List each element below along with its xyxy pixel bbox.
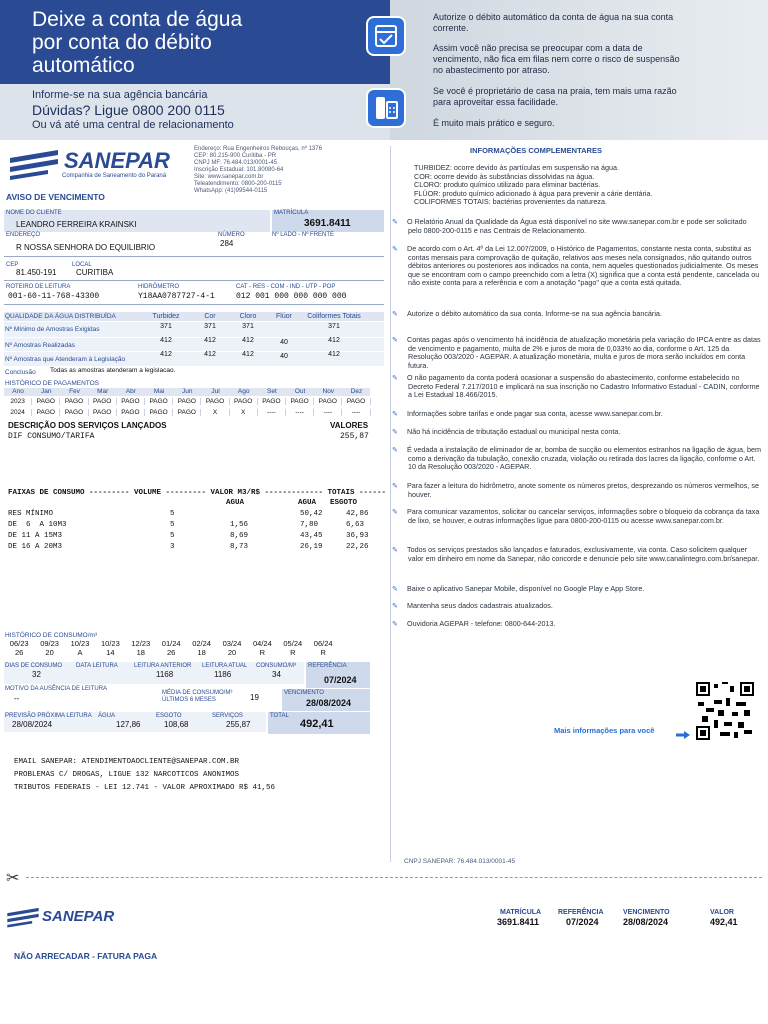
missing-reading-reason-label: MOTIVO DA AUSÊNCIA DE LEITURA [5, 686, 108, 692]
client-name-label: NOME DO CLIENTE [6, 210, 62, 216]
services-values-label: VALORES [330, 421, 369, 430]
services-title: DESCRIÇÃO DOS SERVIÇOS LANÇADOS [8, 421, 167, 430]
definition-line: CLORO: produto químico utilizado para eliminar bactérias. [414, 180, 601, 190]
missing-reading-reason-value: -- [14, 694, 20, 703]
info-bullet-text: É vedada a instalação de eliminador de ar, bomba de sucção ou elementos estranhos na ligação de água, bem como a derivação da tubulação, conexão cruzada, violação ou retirada dos lacres da ligação, conforme o Art. 10 da Resolução 003/2020 - AGEPAR. [407, 445, 762, 472]
info-bullet [392, 427, 762, 437]
faixas-col-esgoto: ESGOTO [330, 499, 358, 507]
payments-cell: PAGO [32, 398, 60, 405]
do-not-collect-notice: NÃO ARRECADAR - FATURA PAGA [14, 951, 158, 961]
quality-cell: 371 [160, 323, 172, 330]
definition-line: FLÚOR: produto químico adicionado à água para prevenir a cárie dentária. [414, 188, 653, 198]
stub-matricula-value: 3691.8411 [497, 917, 540, 927]
banner-right-paragraph-3: Se você é proprietário de casa na praia, tem mais uma razão para aproveitar essa facilidade. [433, 86, 677, 107]
consumption-month: 02/24 [192, 639, 211, 648]
consumption-days-label: DIAS DE CONSUMO [5, 663, 63, 669]
payments-month-header: Jun [182, 388, 193, 395]
company-address-block [194, 146, 384, 195]
pencil-icon: ✎ [392, 447, 398, 454]
payments-cell: PAGO [173, 398, 201, 405]
matricula-value: 3691.8411 [304, 218, 351, 229]
consumption-value: 34 [272, 670, 281, 679]
divider [4, 280, 384, 281]
info-bullet-text: O Relatório Anual da Qualidade da Água está disponível no site www.sanepar.com.br e pode ser solicitado pelo 0800-200-0115 e nas Centrais de Relacionamento. [407, 217, 747, 235]
consumption-month: 03/24 [222, 639, 242, 648]
cep-value: 81.450-191 [16, 268, 57, 277]
faixa-unit-price: 8,73 [230, 543, 249, 551]
address-line: Inscrição Estadual: 101.80080-64 [194, 167, 284, 173]
info-bullet-text: Contas pagas após o vencimento há incidência de atualização monetária pela variação do IPCA entre as datas de vencimento e pagamento, multa de 2% e juros de mora de 0,033% ao dia, conforme o Art. 125 da Resolução 003/2020 - AGEPAR. A atualização monetária, multa e juros de mora serão incluídos em conta futura. [407, 335, 761, 370]
payments-month-header: Abr [125, 388, 136, 395]
payments-cell: 2023 [4, 398, 32, 405]
consumption-month: 10/23 [70, 639, 90, 648]
consumption-month-value: 18 [197, 648, 206, 657]
faixa-volume: 5 [170, 532, 175, 540]
consumption-month: 06/23 [9, 639, 29, 648]
faixa-volume: 5 [170, 510, 175, 518]
due-date-label: VENCIMENTO [284, 690, 324, 696]
quality-cell: 40 [280, 353, 288, 360]
quality-cell: 412 [328, 337, 340, 344]
info-title: INFORMAÇÕES COMPLEMENTARES [470, 146, 602, 155]
info-bullet [392, 309, 762, 319]
stub-value: 492,41 [710, 917, 738, 927]
faixa-sewage-total: 6,63 [346, 521, 365, 529]
hydrometer-label: HIDRÔMETRO [138, 284, 179, 290]
payments-cell: PAGO [145, 398, 173, 405]
faixa-water-total: 7,80 [300, 521, 319, 529]
faixa-name: RES MÍNIMO [8, 510, 54, 518]
qr-code-icon[interactable] [696, 682, 754, 740]
stub-reference-label: REFERÊNCIA [558, 909, 604, 916]
average-consumption-value: 19 [250, 693, 259, 702]
category-label: CAT - RES - COM - IND - UTP - POP [236, 284, 336, 290]
consumption-month-value: R [259, 648, 266, 657]
quality-col-cloro: Cloro [239, 313, 257, 320]
footer-messages [14, 756, 275, 795]
average-consumption-label: MÉDIA DE CONSUMO/M³ ÚLTIMOS 6 MESES [162, 690, 233, 703]
pencil-icon: ✎ [392, 603, 398, 610]
faixa-name: DE 11 A 15M3 [8, 532, 63, 540]
faixa-sewage-total: 36,93 [346, 532, 369, 540]
payments-month-header: Jul [211, 388, 220, 395]
quality-cell: 412 [328, 351, 340, 358]
cut-line [26, 877, 762, 878]
stub-value-label: VALOR [710, 909, 734, 916]
address-line: Endereço: Rua Engenheiros Rebouças, nº 1376 [194, 146, 322, 152]
pencil-icon: ✎ [392, 509, 398, 516]
consumption-month: 01/24 [161, 639, 181, 648]
definition-line: COLIFORMES TOTAIS: bactérias provenientes da natureza. [414, 197, 607, 207]
payments-month-header: Mar [97, 388, 109, 395]
pencil-icon: ✎ [392, 621, 398, 628]
company-logo-text: SANEPAR [64, 148, 170, 173]
local-label: LOCAL [72, 262, 92, 268]
info-bullet [392, 217, 762, 235]
total-value: 492,41 [300, 718, 334, 730]
water-label: ÁGUA [98, 713, 116, 719]
cnpj-text: CNPJ SANEPAR: 76.484.013/0001-45 [404, 858, 516, 865]
consumption-days-value: 32 [32, 670, 41, 679]
quality-cell: 412 [204, 351, 216, 358]
pencil-icon: ✎ [392, 411, 398, 418]
reading-route-label: ROTEIRO DE LEITURA [6, 284, 71, 290]
info-bullet-text: Para comunicar vazamentos, solicitar ou cancelar serviços, informações sobre o bloqueio da cobrança da taxa de lixo, se houver, e outras informações ligue para 0800-200-0115 ou acesse www.sanepar.com.br. [407, 507, 760, 525]
payments-cell: PAGO [145, 409, 173, 416]
faixa-water-total: 50,42 [300, 510, 323, 518]
quality-cell: 412 [204, 337, 216, 344]
banner-subtitle-1: Informe-se na sua agência bancária [32, 89, 208, 101]
stub-due-date-value: 28/08/2024 [623, 917, 669, 927]
banner-right-paragraph-2: Assim você não precisa se preocupar com a data de vencimento, não fica em filas nem corre o risco de suspensão no abastecimento por atraso. [433, 43, 680, 75]
info-bullet [392, 619, 762, 629]
consumption-month-value: R [320, 648, 326, 657]
divider [4, 304, 384, 305]
address-street: R NOSSA SENHORA DO EQUILIBRIO [16, 243, 156, 252]
previous-reading-label: LEITURA ANTERIOR [134, 663, 192, 669]
info-bullet-text: Mantenha seus dados cadastrais atualizados. [407, 601, 553, 610]
consumption-month-value: A [77, 648, 83, 657]
reference-label: REFERÊNCIA [308, 663, 347, 669]
client-name: LEANDRO FERREIRA KRAINSKI [16, 220, 137, 229]
info-bullet-text: Não há incidência de tributação estadual ou municipal nesta conta. [407, 427, 621, 436]
payments-cell: PAGO [60, 409, 88, 416]
previous-reading-value: 1168 [156, 670, 174, 679]
payments-cell: PAGO [201, 398, 229, 405]
payments-cell: ---- [286, 409, 314, 416]
current-reading-value: 1186 [214, 670, 232, 679]
hydrometer-value: Y18AA0787727-4-1 [138, 292, 215, 301]
reading-date-label: DATA LEITURA [76, 663, 118, 669]
payments-cell: ---- [342, 409, 370, 416]
notice-title: AVISO DE VENCIMENTO [6, 192, 105, 202]
faixa-volume: 3 [170, 543, 175, 551]
category-value: 012 001 000 000 000 000 [236, 292, 347, 301]
consumption-month: 04/24 [252, 639, 272, 648]
sanepar-logo-icon [8, 148, 60, 185]
faixas-col-agua: AGUA [226, 499, 245, 507]
address-line: WhatsApp: (41)99544-0115 [194, 188, 268, 194]
company-tagline: Companhia de Saneamento do Paraná [62, 173, 167, 179]
consumption-month-value: 20 [227, 648, 237, 657]
footer-message: PROBLEMAS C/ DROGAS, LIGUE 132 NARCOTICOS ANONIMOS [14, 771, 240, 779]
payments-cell: PAGO [230, 398, 258, 405]
definition-line: COR: ocorre devido às substâncias dissolvidas na água. [414, 171, 595, 181]
payments-month-header: Set [267, 388, 277, 395]
info-bullet [392, 445, 762, 472]
banner-right-paragraph-4: É muito mais prático e seguro. [433, 118, 555, 128]
consumption-month-value: 26 [167, 648, 176, 657]
payments-cell: PAGO [173, 409, 201, 416]
payments-month-header: Nov [322, 388, 335, 395]
services-label: SERVIÇOS [212, 713, 243, 719]
pencil-icon: ✎ [392, 311, 398, 318]
matricula-label: MATRÍCULA [274, 210, 309, 216]
conclusion-label: Conclusão [5, 369, 36, 376]
payments-month-header: Dez [350, 388, 363, 395]
stub-due-date-label: VENCIMENTO [623, 909, 670, 916]
info-bullet-text: Informações sobre tarifas e onde pagar sua conta, acesse www.sanepar.com.br. [407, 409, 663, 418]
payments-month-header: Out [294, 388, 306, 395]
payments-cell: PAGO [89, 409, 117, 416]
quality-cell: 412 [160, 351, 172, 358]
stub-logo-icon [6, 906, 40, 928]
consumption-month: 12/23 [131, 639, 151, 648]
faixas-col-agua-total: AGUA [298, 499, 317, 507]
banner-subtitle-3: Ou vá até uma central de relacionamento [32, 119, 234, 131]
footer-message: EMAIL SANEPAR: ATENDIMENTOAOCLIENTE@SANEPAR.COM.BR [14, 758, 240, 766]
conclusion-text: Todas as amostras atenderam a legislacao. [50, 367, 176, 374]
faixas-header: FAIXAS DE CONSUMO --------- VOLUME --------- VALOR M3/R$ ------------- TOTAIS ------ [8, 489, 387, 497]
quality-cell: 371 [328, 323, 340, 330]
address-line: Teleatendimento: 0800-200-0115 [194, 181, 282, 187]
payments-month-header: Ano [12, 388, 24, 395]
calendar-check-icon [366, 16, 406, 56]
quality-cell: 412 [160, 337, 172, 344]
quality-cell: 371 [242, 323, 254, 330]
info-bullet [392, 244, 762, 288]
pencil-icon: ✎ [392, 375, 398, 382]
quality-cell: 412 [242, 337, 254, 344]
payments-cell: PAGO [314, 398, 342, 405]
info-definitions [414, 164, 768, 207]
arrow-right-icon [676, 726, 690, 734]
info-bullet-text: Baixe o aplicativo Sanepar Mobile, disponível no Google Play e App Store. [407, 584, 645, 593]
payments-cell: ---- [258, 409, 286, 416]
faixa-water-total: 26,19 [300, 543, 323, 551]
address-line: Site: www.sanepar.com.br [194, 174, 264, 180]
consumption-month: 06/24 [313, 639, 333, 648]
stub-logo-text: SANEPAR [42, 908, 115, 925]
faixa-name: DE 6 A 10M3 [8, 521, 67, 529]
definition-line: TURBIDEZ: ocorre devido às partículas em suspensão na água. [414, 163, 619, 172]
next-reading-value: 28/08/2024 [12, 720, 53, 729]
service-item: DIF CONSUMO/TARIFA [8, 432, 95, 441]
services-value: 255,87 [226, 720, 251, 729]
address-line: CNPJ MF: 76.484.013/0001-45 [194, 160, 278, 166]
consumption-month-value: 26 [15, 648, 24, 657]
consumption-month-value: 14 [106, 648, 115, 657]
total-label: TOTAL [270, 713, 289, 719]
quality-col-fluor: Flúor [276, 313, 292, 320]
quality-row-label: Nº Amostras Realizadas [5, 342, 75, 349]
info-bullet [392, 373, 762, 400]
water-value: 127,86 [116, 720, 141, 729]
payments-cell: PAGO [60, 398, 88, 405]
pencil-icon: ✎ [392, 219, 398, 226]
reading-route-value: 001-60-11-768-43300 [8, 292, 100, 301]
faixa-unit-price: 8,69 [230, 532, 249, 540]
stub-reference-value: 07/2024 [566, 917, 599, 927]
payments-cell: 2024 [4, 409, 32, 416]
payments-title: HISTÓRICO DE PAGAMENTOS [5, 380, 100, 387]
pencil-icon: ✎ [392, 586, 398, 593]
info-bullet [392, 545, 762, 563]
banner-subtitle-2: Dúvidas? Ligue 0800 200 0115 [32, 102, 225, 118]
pencil-icon: ✎ [392, 246, 398, 253]
consumption-month: 09/23 [40, 639, 59, 648]
pencil-icon: ✎ [392, 483, 398, 490]
quality-col-turbidez: Turbidez [152, 313, 180, 320]
quality-col-coliformes: Coliformes Totais [307, 313, 361, 320]
info-bullet-text: Para fazer a leitura do hidrômetro, anote somente os números pretos, desprezando os números vermelhos, se houver. [407, 481, 759, 499]
address-label: ENDEREÇO [6, 232, 41, 238]
current-reading-label: LEITURA ATUAL [202, 663, 248, 669]
address-number: 284 [220, 239, 234, 248]
faixa-unit-price: 1,56 [230, 521, 249, 529]
pencil-icon: ✎ [392, 337, 398, 344]
faixa-name: DE 16 A 20M3 [8, 543, 63, 551]
payments-cell: X [201, 409, 229, 416]
quality-title: QUALIDADE DA ÁGUA DISTRIBUÍDA [5, 313, 116, 320]
promo-banner [0, 0, 768, 140]
side-front-label: Nº LADO - Nº FRENTE [272, 232, 335, 238]
local-value: CURITIBA [76, 268, 114, 277]
info-bullet [392, 335, 762, 370]
reference-value: 07/2024 [324, 675, 357, 685]
consumption-label: CONSUMO/M³ [256, 663, 296, 669]
consumption-month-value: 20 [45, 648, 54, 657]
scissors-icon: ✂ [6, 870, 20, 887]
column-divider [390, 146, 391, 862]
payments-cell: PAGO [286, 398, 314, 405]
address-line: CEP: 80.215-900 Curitiba - PR [194, 153, 277, 159]
banner-title: Deixe a conta de água por conta do débito automático [32, 8, 243, 77]
due-date-value: 28/08/2024 [306, 698, 352, 708]
info-bullet-text: Todos os serviços prestados são lançados e faturados, exclusivamente, via conta. Caso solicitem qualquer valor em dinheiro em nome da Sanepar, não concorde e denuncie pelo site www.canalintegro.com.br/sanepar. [407, 545, 760, 563]
sewage-label: ESGOTO [156, 713, 182, 719]
consumption-month: 05/24 [283, 639, 303, 648]
payments-cell: PAGO [117, 409, 145, 416]
info-bullet [392, 507, 762, 525]
payments-month-header: Mai [153, 388, 165, 395]
info-bullet-text: Ouvidoria AGEPAR - telefone: 0800-644-2013. [407, 619, 556, 628]
consumption-month-value: R [290, 648, 296, 657]
pencil-icon: ✎ [392, 429, 398, 436]
faixa-sewage-total: 22,26 [346, 543, 369, 551]
payments-month-header: Fev [69, 388, 80, 395]
number-label: NÚMERO [218, 232, 245, 238]
quality-cell: 371 [204, 323, 216, 330]
quality-cell: 412 [242, 351, 254, 358]
info-bullet [392, 601, 762, 611]
info-bullet-text: De acordo com o Art. 4º da Lei 12.007/2009, o Histórico de Pagamentos, constante nesta conta, substitui as contas mensais para comprovação de quitação, relativos aos meses nela consignados, não quitando outros débitos anteriores ou posteriores aos indicados na conta, nem aqueles questionados judicialmente. Os meses que se encontram com o campo preenchido com a letra (X) significa que a conta está pendente, cancelada ou não existe conta para a referência e com a anotação "pago" que a conta está quitada. [407, 244, 760, 288]
next-reading-label: PREVISÃO PRÓXIMA LEITURA [5, 713, 92, 719]
payments-cell: PAGO [117, 398, 145, 405]
payments-cell: PAGO [342, 398, 370, 405]
quality-cell: 40 [280, 339, 288, 346]
payments-cell: ---- [314, 409, 342, 416]
faixa-sewage-total: 42,86 [346, 510, 369, 518]
cep-label: CEP [6, 262, 19, 268]
service-item-value: 255,87 [340, 432, 369, 441]
more-info-text: Mais informações para você [554, 726, 655, 735]
payments-cell: PAGO [258, 398, 286, 405]
payments-cell: X [230, 409, 258, 416]
info-bullet [392, 409, 762, 419]
info-bullet-text: Autorize o débito automático da sua conta. Informe-se na sua agência bancária. [407, 309, 662, 318]
consumption-month: 10/23 [100, 639, 120, 648]
faixa-water-total: 43,45 [300, 532, 323, 540]
pencil-icon: ✎ [392, 547, 398, 554]
consumption-title: HISTÓRICO DE CONSUMO/m³ [5, 632, 98, 639]
stub-matricula-label: MATRÍCULA [500, 909, 542, 916]
consumption-month-value: 18 [136, 648, 145, 657]
payments-cell: PAGO [32, 409, 60, 416]
phone-icon [366, 88, 406, 128]
info-bullet-text: O não pagamento da conta poderá ocasionar a suspensão do abastecimento, conforme estabelecido no Decreto Federal 7.217/2010 e implicará na sua inscrição no Cadastro Informativo Estadual - CADIN, conforme a Lei Estadual 18.466/2015. [407, 373, 760, 400]
faixa-volume: 5 [170, 521, 175, 529]
info-bullet [392, 481, 762, 499]
quality-col-cor: Cor [204, 313, 216, 320]
quality-row-label: Nº Amostras que Atenderam à Legislação [5, 356, 126, 363]
payments-month-header: Jan [41, 388, 52, 395]
info-bullet [392, 584, 762, 594]
payments-month-header: Ago [237, 388, 250, 395]
quality-row-label: Nº Mínimo de Amostras Exigidas [5, 326, 100, 333]
banner-right-paragraph-1: Autorize o débito automático da conta de água na sua conta corrente. [433, 12, 674, 33]
divider [4, 256, 384, 257]
sewage-value: 108,68 [164, 720, 189, 729]
footer-message: TRIBUTOS FEDERAIS - LEI 12.741 - VALOR APROXIMADO R$ 41,56 [14, 784, 276, 792]
payments-cell: PAGO [89, 398, 117, 405]
